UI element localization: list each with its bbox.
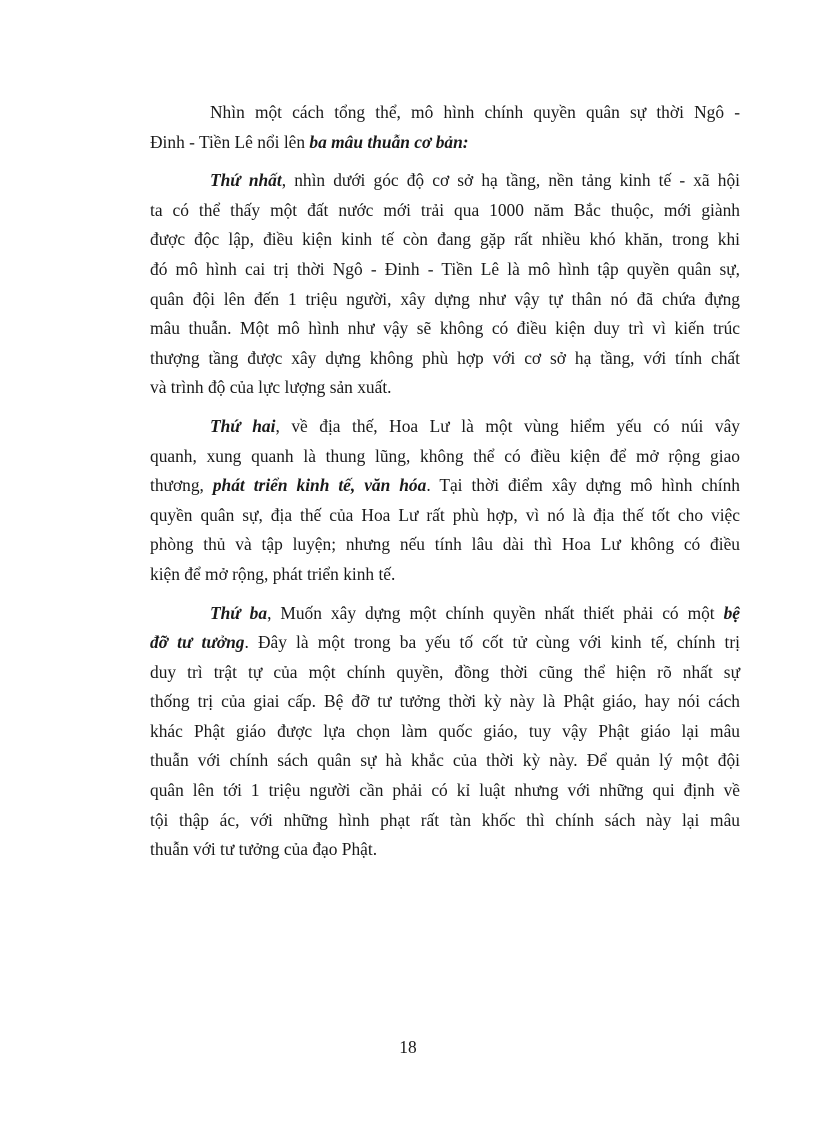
text-line bbox=[210, 412, 740, 442]
text-line bbox=[150, 344, 740, 374]
text-line bbox=[150, 717, 740, 747]
text-run: , nhìn dưới góc độ cơ sở hạ tầng, nền tảng kinh tế - xã hội bbox=[281, 170, 740, 191]
text-line bbox=[150, 196, 740, 226]
text-run: đó mô hình cai trị thời Ngô - Đinh - Tiền Lê là mô hình tập quyền quân sự, bbox=[150, 258, 740, 279]
text-run: ta có thể thấy một đất nước mới trải qua 1000 năm Bắc thuộc, mới giành bbox=[150, 199, 740, 220]
text-line bbox=[150, 806, 740, 836]
text-run: khác Phật giáo được lựa chọn làm quốc giáo, tuy vậy Phật giáo lại mâu bbox=[150, 720, 740, 741]
text-run: thuẫn với chính sách quân sự hà khắc của thời kỳ này. Để quản lý một đội bbox=[150, 750, 740, 771]
text-line bbox=[150, 128, 740, 158]
text-line bbox=[150, 314, 740, 344]
body-text bbox=[150, 98, 741, 865]
text-run: quân lên tới 1 triệu người cần phải có kỉ luật nhưng với những qui định về bbox=[150, 780, 740, 801]
text-run: quyền quân sự, địa thế của Hoa Lư rất phù hợp, vì nó là địa thế tốt cho việc bbox=[150, 504, 740, 525]
paragraph-gap bbox=[210, 157, 740, 166]
text-run: Nhìn một cách tổng thể, mô hình chính quyền quân sự thời Ngô - bbox=[210, 102, 740, 122]
text-line bbox=[150, 255, 740, 285]
text-run: thống trị của giai cấp. Bệ đỡ tư tưởng thời kỳ này là Phật giáo, hay nói cách bbox=[150, 691, 740, 712]
text-line bbox=[150, 658, 740, 688]
text-line bbox=[150, 530, 740, 560]
paragraph-gap bbox=[210, 403, 740, 412]
text-run: phòng thủ và tập luyện; nhưng nếu tính lâu dài thì Hoa Lư không có điều bbox=[150, 534, 740, 555]
page-number: 18 bbox=[399, 1037, 417, 1057]
text-line bbox=[150, 776, 740, 806]
emphasis-text: bệ bbox=[723, 602, 741, 623]
text-run: tội thập ác, với những hình phạt rất tàn khốc thì chính sách này lại mâu bbox=[150, 809, 740, 830]
text-line bbox=[150, 628, 740, 658]
text-run: . Tại thời điểm xây dựng mô hình chính bbox=[426, 475, 740, 496]
text-run: duy trì trật tự của một chính quyền, đồng thời cũng thể hiện rõ nhất sự bbox=[150, 661, 740, 682]
emphasis-text: Thứ nhất bbox=[210, 170, 282, 191]
text-run: . Đây là một trong ba yếu tố cốt tử cùng với kinh tế, chính trị bbox=[244, 632, 740, 653]
text-line bbox=[210, 98, 740, 128]
emphasis-text: đỡ tư tưởng bbox=[150, 632, 245, 653]
text-run: Đinh - Tiền Lê nổi lên bbox=[150, 131, 310, 152]
emphasis-text: ba mâu thuẫn cơ bản: bbox=[309, 131, 469, 152]
text-run: kiện để mở rộng, phát triển kinh tế. bbox=[150, 563, 396, 584]
paragraph bbox=[150, 599, 741, 865]
text-line bbox=[150, 687, 740, 717]
text-run: , về địa thế, Hoa Lư là một vùng hiểm yếu có núi vây bbox=[275, 415, 741, 436]
emphasis-text: Thứ hai bbox=[210, 415, 276, 436]
text-run: thương, bbox=[150, 475, 213, 496]
text-line bbox=[150, 373, 740, 403]
text-line bbox=[210, 166, 740, 196]
text-run: thượng tầng được xây dựng không phù hợp với cơ sở hạ tầng, với tính chất bbox=[150, 347, 740, 368]
text-line bbox=[150, 442, 740, 472]
text-run: mâu thuẫn. Một mô hình như vậy sẽ không có điều kiện duy trì vì kiến trúc bbox=[150, 318, 740, 339]
text-run: được độc lập, điều kiện kinh tế còn đang gặp rất nhiều khó khăn, trong khi bbox=[150, 229, 740, 250]
text-line bbox=[150, 560, 740, 590]
text-run: , Muốn xây dựng một chính quyền nhất thiết phải có một bbox=[267, 602, 724, 623]
text-run: thuẫn với tư tưởng của đạo Phật. bbox=[150, 839, 378, 860]
text-run: quân đội lên đến 1 triệu người, xây dựng như vậy tự thân nó đã chứa đựng bbox=[150, 288, 740, 309]
paragraph bbox=[150, 98, 740, 157]
text-line bbox=[150, 285, 740, 315]
paragraph-gap bbox=[210, 590, 740, 599]
text-line bbox=[150, 501, 740, 531]
emphasis-text: Thứ ba bbox=[210, 602, 268, 623]
text-line bbox=[150, 746, 740, 776]
paragraph bbox=[150, 412, 741, 590]
text-line bbox=[150, 471, 740, 501]
emphasis-text: phát triển kinh tế, văn hóa bbox=[212, 475, 427, 496]
paragraph bbox=[150, 166, 740, 403]
text-run: quanh, xung quanh là thung lũng, không thể có điều kiện để mở rộng giao bbox=[150, 445, 740, 466]
text-line bbox=[210, 599, 740, 629]
text-run: và trình độ của lực lượng sản xuất. bbox=[150, 377, 392, 398]
text-line bbox=[150, 225, 740, 255]
text-line bbox=[150, 835, 740, 865]
